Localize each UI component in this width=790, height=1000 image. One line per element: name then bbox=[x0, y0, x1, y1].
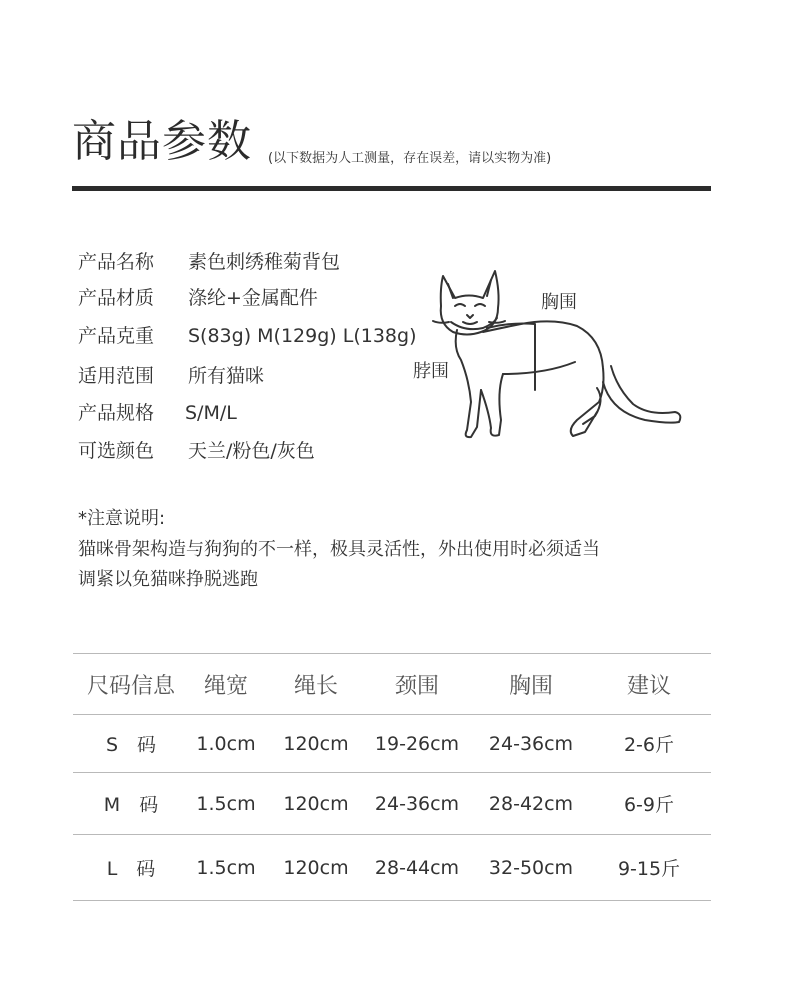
table-cell: M 码 bbox=[103, 794, 159, 816]
page-title: 商品参数 bbox=[72, 116, 252, 167]
table-cell: 120cm bbox=[283, 732, 349, 755]
spec-row-material bbox=[78, 285, 318, 311]
table-row bbox=[73, 715, 711, 773]
table-cell: L 码 bbox=[106, 858, 156, 880]
page-subtitle: (以下数据为人工测量，存在误差，请以实物为准) bbox=[268, 151, 552, 166]
spec-value: 天兰/粉色/灰色 bbox=[188, 440, 315, 462]
column-header: 绳长 bbox=[293, 673, 338, 699]
title-divider bbox=[72, 186, 711, 191]
note-line: 猫咪骨架构造与狗狗的不一样，极具灵活性，外出使用时必须适当 bbox=[78, 539, 600, 560]
page-header bbox=[72, 112, 252, 172]
spec-value: 所有猫咪 bbox=[188, 365, 265, 387]
spec-row-scope bbox=[78, 363, 264, 389]
spec-row-name bbox=[78, 249, 340, 275]
table-cell: 2-6斤 bbox=[623, 734, 675, 756]
spec-key: 适用范围 bbox=[78, 365, 155, 387]
spec-key: 可选颜色 bbox=[78, 440, 155, 462]
column-header: 胸围 bbox=[508, 673, 553, 699]
table-cell: 28-42cm bbox=[488, 792, 574, 815]
column-header: 颈围 bbox=[394, 673, 439, 699]
spec-value: S/M/L bbox=[185, 402, 237, 424]
table-cell: 28-44cm bbox=[374, 856, 460, 879]
column-header: 尺码信息 bbox=[86, 673, 175, 699]
column-header: 建议 bbox=[626, 673, 671, 699]
spec-value: 素色刺绣稚菊背包 bbox=[188, 251, 341, 273]
table-cell: S 码 bbox=[105, 734, 157, 756]
spec-value: S(83g) M(129g) L(138g) bbox=[188, 325, 417, 347]
spec-key: 产品材质 bbox=[78, 287, 155, 309]
table-row bbox=[73, 773, 711, 835]
column-header: 绳宽 bbox=[203, 673, 248, 699]
table-cell: 120cm bbox=[283, 792, 349, 815]
chest-label: 胸围 bbox=[541, 292, 577, 313]
table-cell: 19-26cm bbox=[374, 732, 460, 755]
spec-key: 产品克重 bbox=[78, 325, 155, 347]
spec-row-color bbox=[78, 438, 315, 464]
spec-row-size bbox=[78, 400, 237, 426]
table-cell: 120cm bbox=[283, 856, 349, 879]
note-heading: *注意说明: bbox=[78, 508, 166, 529]
spec-row-weight bbox=[78, 323, 416, 349]
table-cell: 9-15斤 bbox=[617, 858, 681, 880]
neck-label: 脖围 bbox=[413, 361, 449, 382]
table-cell: 1.5cm bbox=[196, 792, 256, 815]
note-line: 调紧以免猫咪挣脱逃跑 bbox=[78, 569, 258, 590]
table-cell: 32-50cm bbox=[488, 856, 574, 879]
size-table bbox=[73, 653, 711, 901]
table-row bbox=[73, 835, 711, 901]
table-cell: 6-9斤 bbox=[623, 794, 675, 816]
spec-key: 产品规格 bbox=[78, 402, 155, 424]
table-cell: 1.5cm bbox=[196, 856, 256, 879]
spec-value: 涤纶+金属配件 bbox=[188, 287, 318, 309]
table-cell: 24-36cm bbox=[374, 792, 460, 815]
table-header-row bbox=[73, 653, 711, 715]
table-cell: 1.0cm bbox=[196, 732, 256, 755]
table-cell: 24-36cm bbox=[488, 732, 574, 755]
spec-key: 产品名称 bbox=[78, 251, 155, 273]
